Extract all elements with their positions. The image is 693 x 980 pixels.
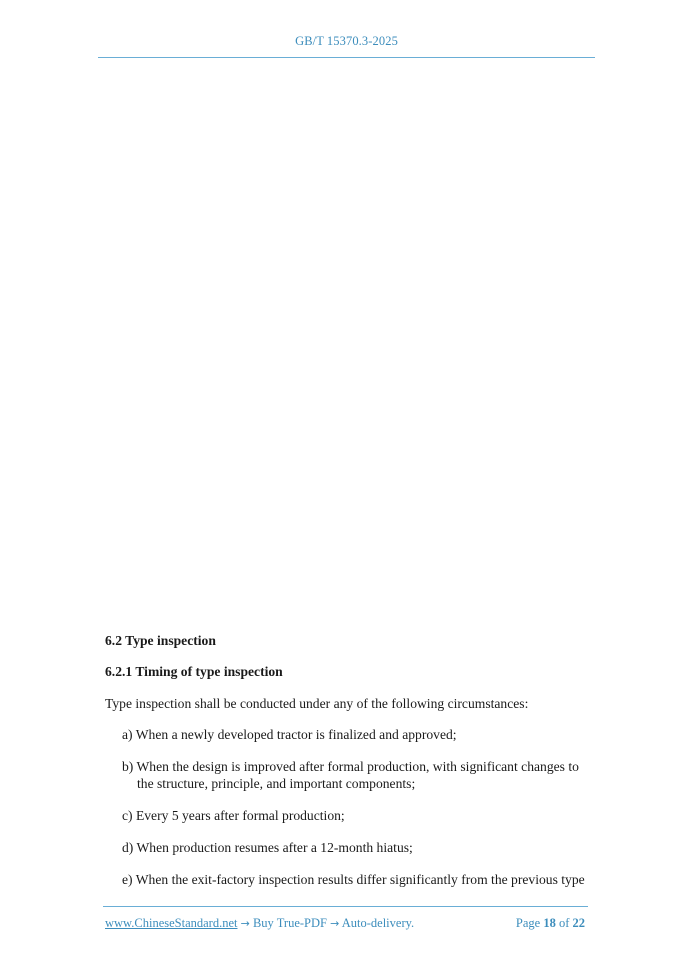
arrow-right-icon: → <box>240 917 250 930</box>
page-total: 22 <box>572 916 585 930</box>
intro-paragraph: Type inspection shall be conducted under any of the following circumstances: <box>105 696 529 711</box>
arrow-right-icon: → <box>330 917 340 930</box>
page-indicator <box>516 916 585 931</box>
delivery-text: Auto-delivery. <box>341 916 415 930</box>
page-current: 18 <box>543 916 556 930</box>
section-heading: 6.2 Type inspection <box>105 633 216 648</box>
page-label: Page <box>515 916 541 930</box>
document-id: GB/T 15370.3-2025 <box>295 34 398 48</box>
footer-promo <box>105 916 414 931</box>
list-item: b) When the design is improved after formal production, with significant changes to the structure, principle, and important components; <box>122 759 579 791</box>
page-of: of <box>558 916 570 930</box>
page-body <box>105 632 590 888</box>
page-header <box>98 34 595 49</box>
subsection-heading: 6.2.1 Timing of type inspection <box>105 664 283 679</box>
footer-divider <box>103 906 588 907</box>
list-item: e) When the exit-factory inspection results differ significantly from the previous type <box>122 872 585 887</box>
list-item: a) When a newly developed tractor is finalized and approved; <box>122 727 457 742</box>
circumstance-list <box>105 726 590 888</box>
list-item: c) Every 5 years after formal production; <box>122 808 345 823</box>
site-link[interactable]: www.ChineseStandard.net <box>105 916 238 930</box>
header-divider <box>98 57 595 58</box>
buy-pdf-link[interactable]: Buy True-PDF <box>252 916 327 930</box>
list-item: d) When production resumes after a 12-month hiatus; <box>122 840 413 855</box>
